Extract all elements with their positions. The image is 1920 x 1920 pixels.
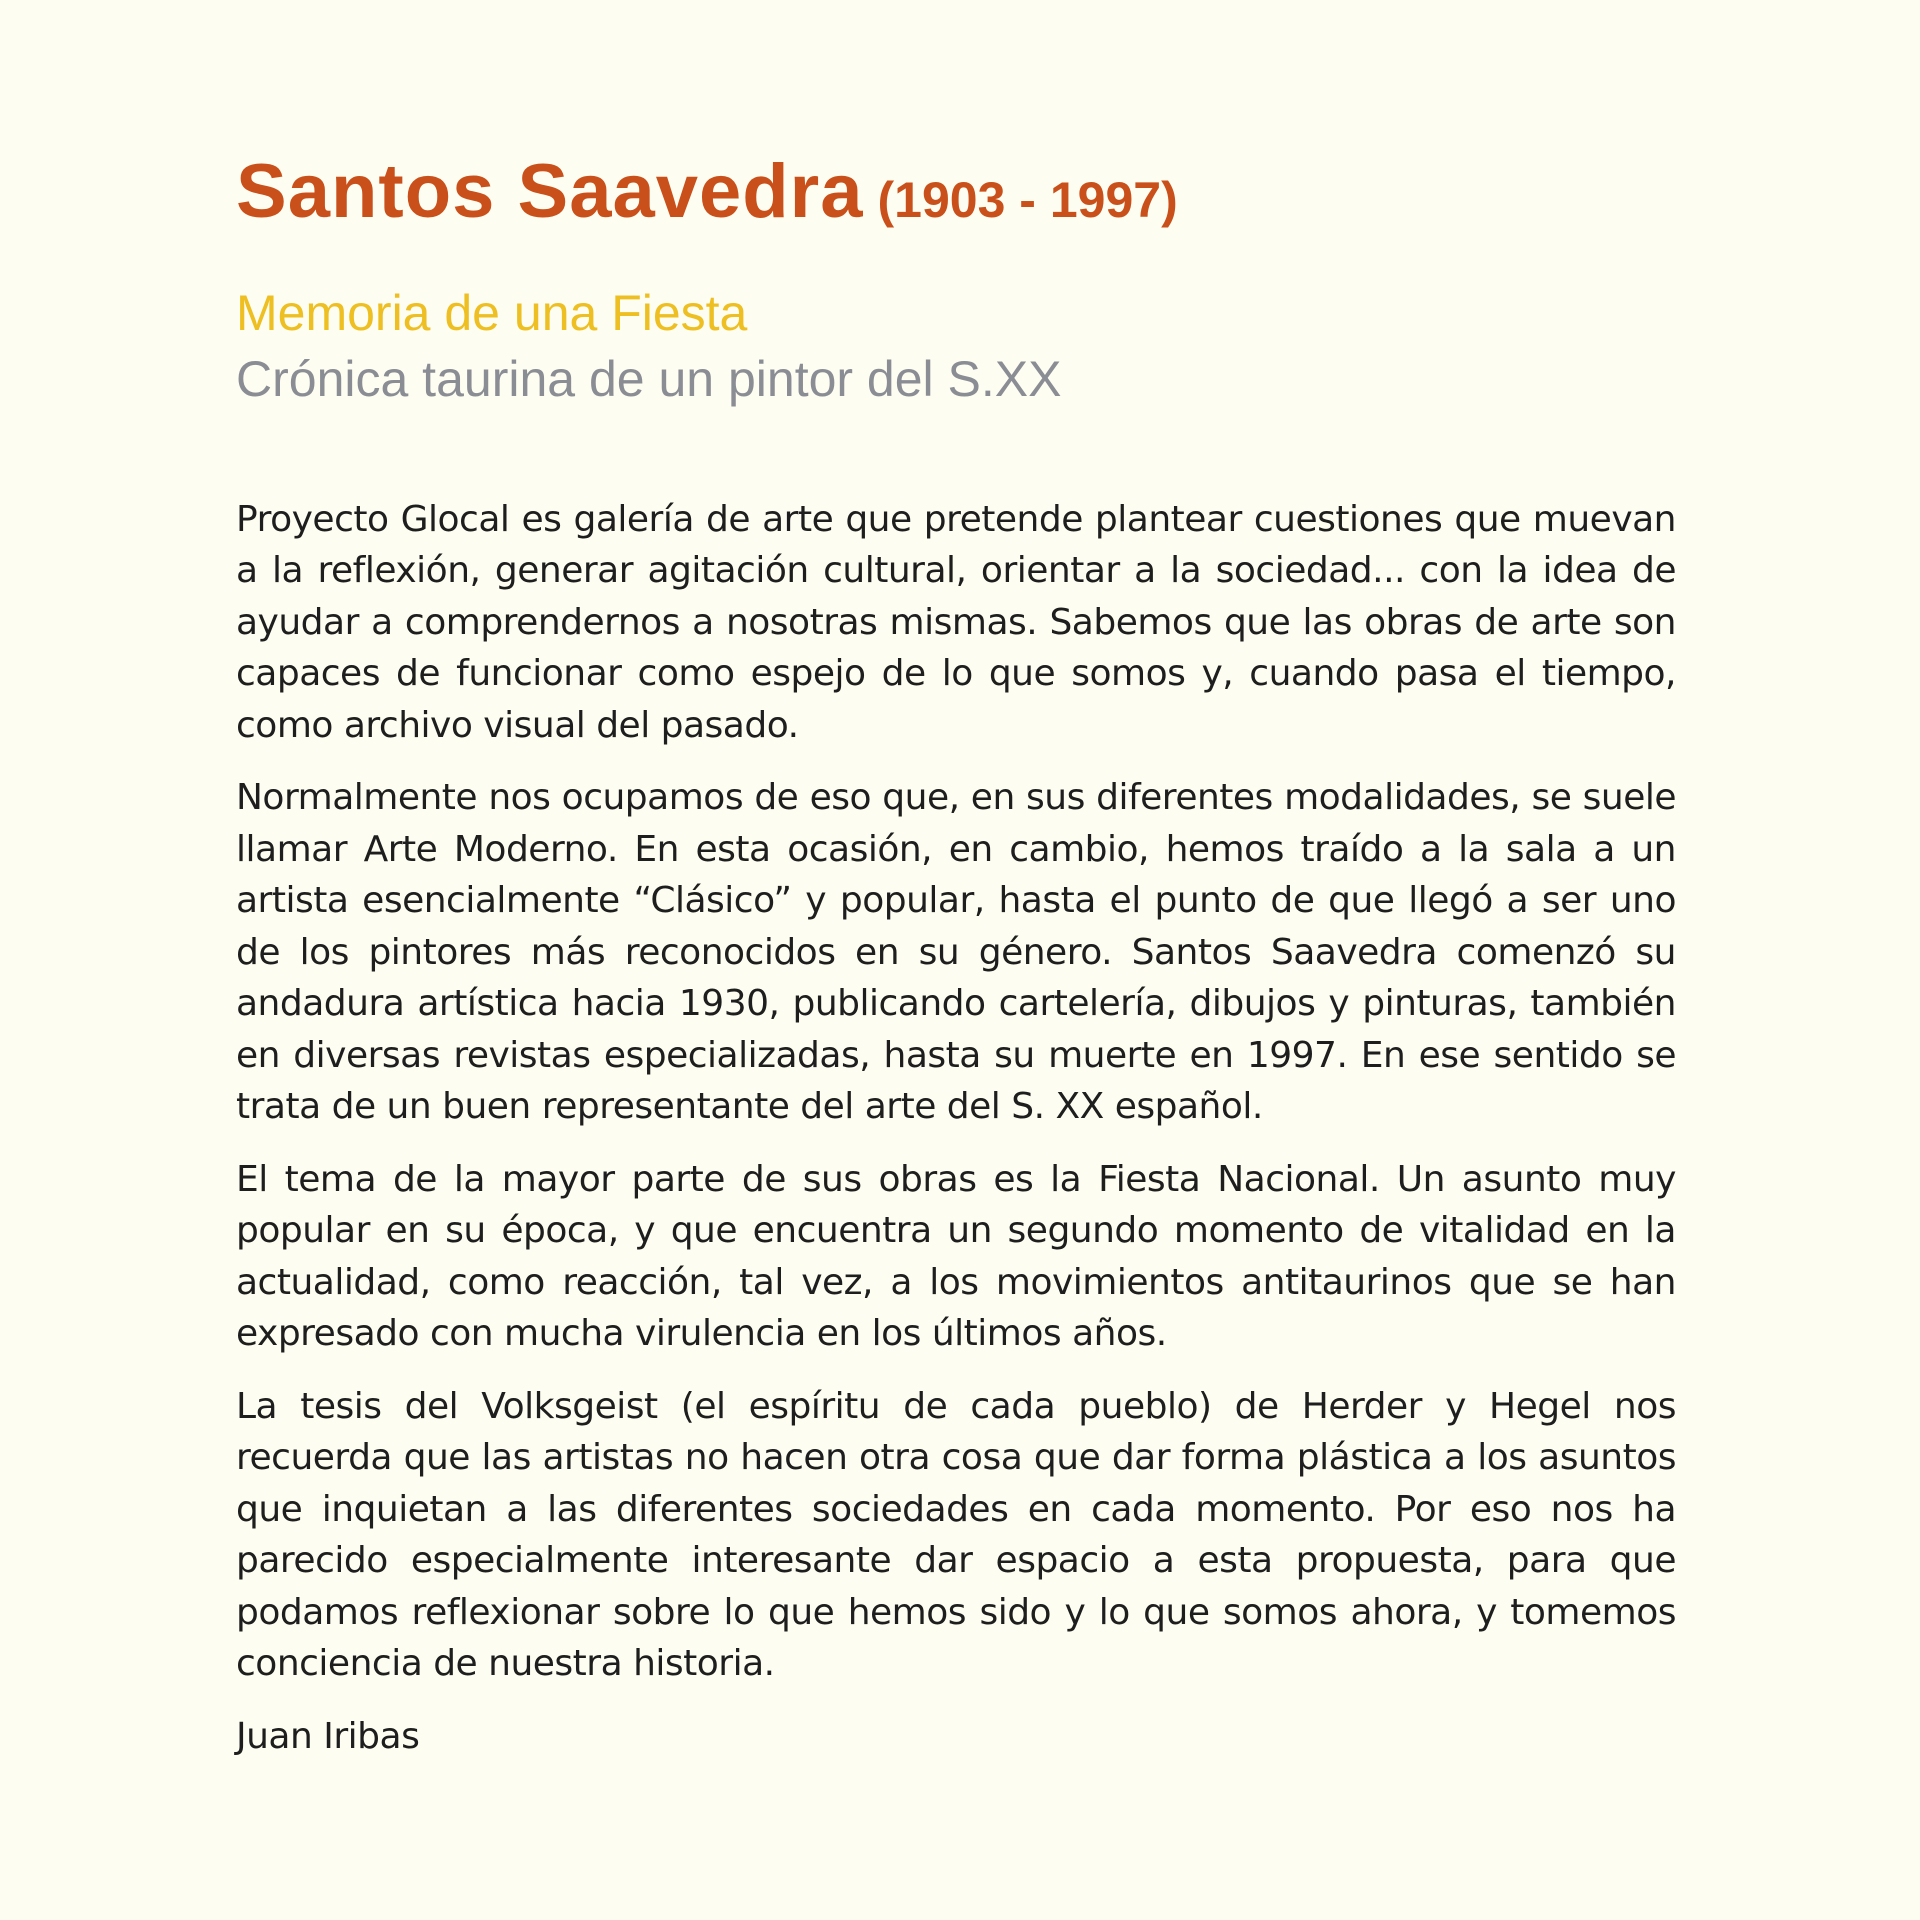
artist-years: (1903 - 1997) <box>877 172 1178 228</box>
artist-name: Santos Saavedra <box>236 149 864 234</box>
exhibition-subtitle: Crónica taurina de un pintor del S.XX <box>236 350 1062 407</box>
paragraph: El tema de la mayor parte de sus obras es la Fiesta Nacional. Un asunto muy popular en su época, y que encuentra un segundo momento de vitalidad en la actualidad, como reacción, tal vez, a los movimientos antitaurinos que se han expresado con mucha virulencia en los últimos años. <box>236 1158 1676 1355</box>
document-page <box>236 150 1676 1762</box>
paragraph: Normalmente nos ocupamos de eso que, en sus diferentes modalidades, se suele llamar Arte Moderno. En esta ocasión, en cambio, hemos traído a la sala a un artista esencialmente “Clásico” y popular, hasta el punto de que llegó a ser uno de los pintores más reconocidos en su género. Santos Saavedra comenzó su andadura artística hacia 1930, publicando cartelería, dibujos y pinturas, también en diversas revistas especializadas, hasta su muerte en 1997. En ese sentido se trata de un buen representante del arte del S. XX español. <box>236 777 1676 1128</box>
exhibition-title: Memoria de una Fiesta <box>236 284 748 341</box>
paragraph: Proyecto Glocal es galería de arte que pretende plantear cuestiones que muevan a la reflexión, generar agitación cultural, orientar a la sociedad... con la idea de ayudar a comprendernos a nosotras mismas. Sabemos que las obras de arte son capaces de funcionar como espejo de lo que somos y, cuando pasa el tiempo, como archivo visual del pasado. <box>236 498 1676 746</box>
body-text <box>236 494 1676 1763</box>
paragraph: La tesis del Volksgeist (el espíritu de cada pueblo) de Herder y Hegel nos recuerda que las artistas no hacen otra cosa que dar forma plástica a los asuntos que inquietan a las diferentes sociedades en cada momento. Por eso nos ha parecido especialmente interesante dar espacio a esta propuesta, para que podamos reflexionar sobre lo que hemos sido y lo que somos ahora, y tomemos conciencia de nuestra historia. <box>236 1385 1676 1685</box>
author-signature: Juan Iribas <box>236 1715 420 1757</box>
page-title <box>236 150 1676 234</box>
